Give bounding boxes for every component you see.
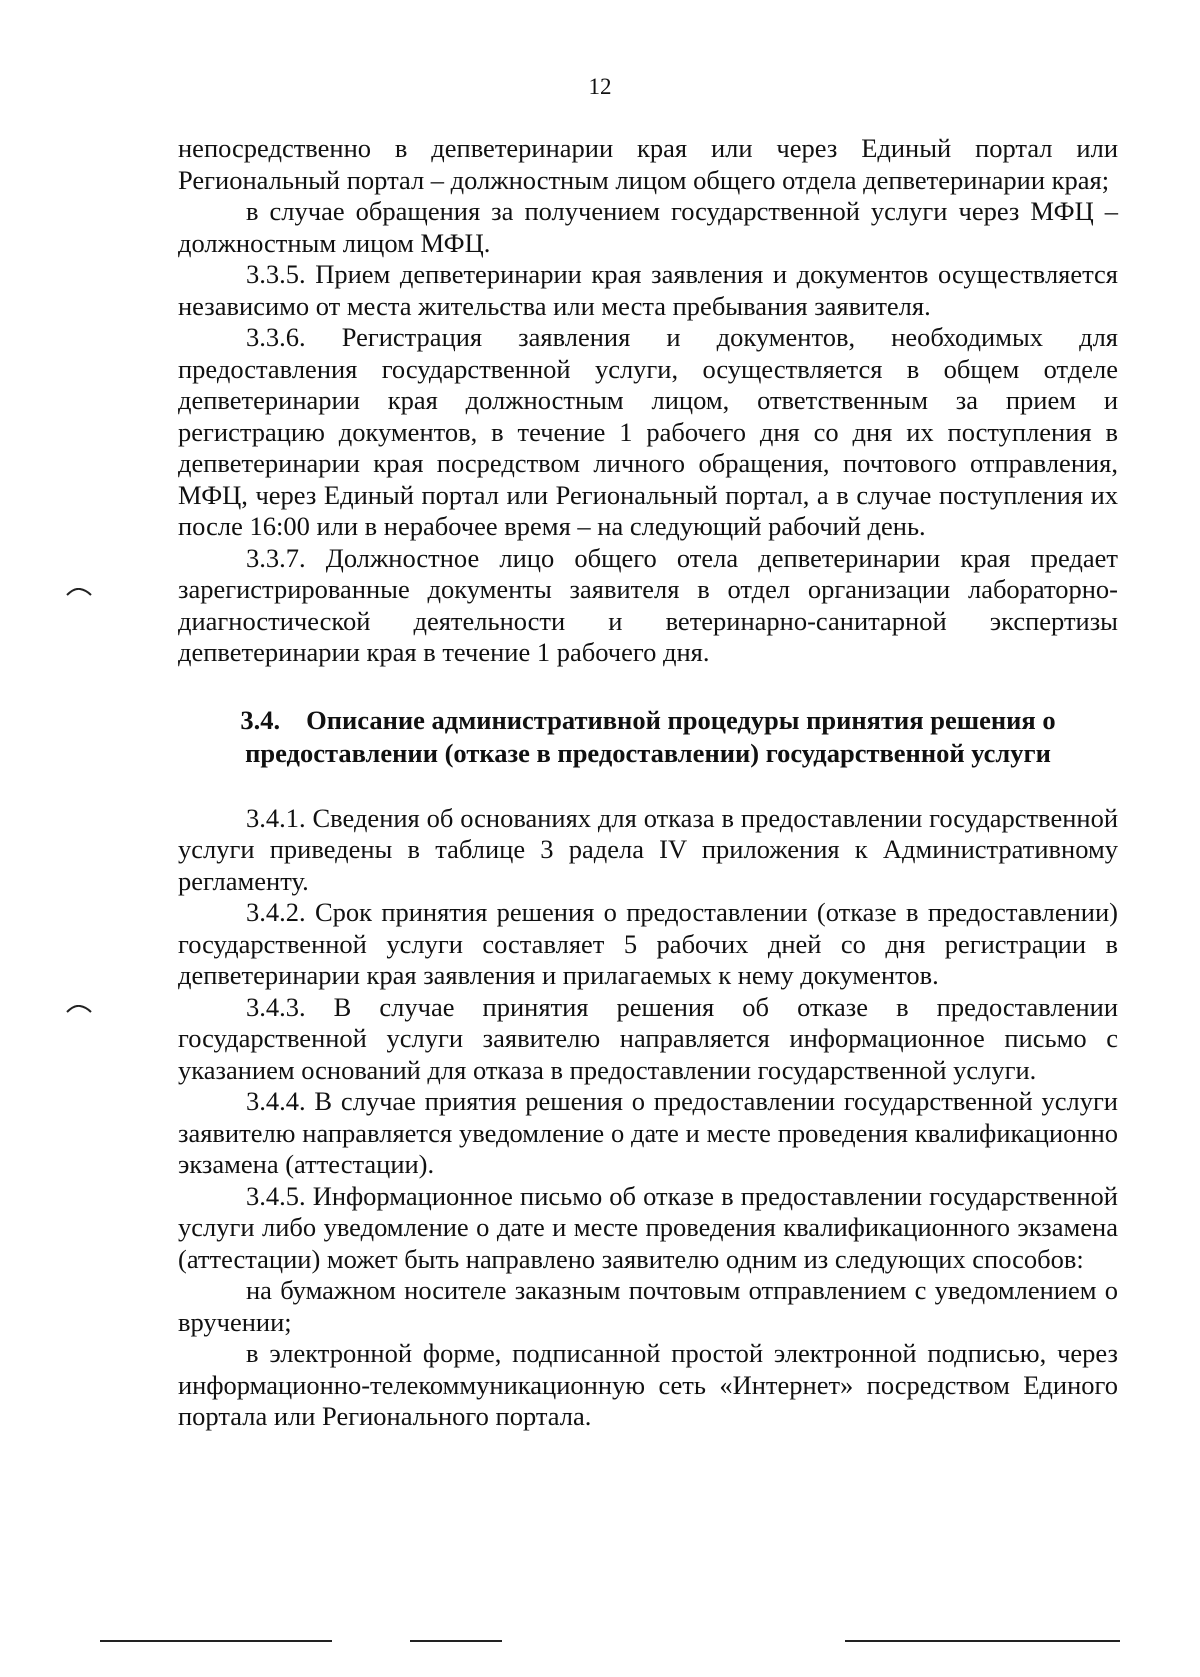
footer-rule [100, 1640, 332, 1642]
paragraph: 3.3.5. Прием депветеринарии края заявления и документов осуществляется независимо от места жительства или места пребывания заявителя. [178, 259, 1118, 321]
section-number: 3.4. [240, 704, 281, 735]
footer-rule [410, 1640, 502, 1642]
paragraph: 3.3.7. Должностное лицо общего отела депветеринарии края предает зарегистрированные документы заявителя в отдел организации лабораторно-диагностической деятельности и ветеринарно-санитарной экспертизы депветеринарии края в течение 1 рабочего дня. [178, 542, 1118, 667]
paragraph: 3.4.5. Информационное письмо об отказе в предоставлении государственной услуги либо уведомление о дате и месте проведения квалификационного экзамена (аттестации) может быть направлено заявителю одним из следующих способов: [178, 1180, 1118, 1274]
section-heading [178, 704, 1118, 770]
paragraph: в случае обращения за получением государственной услуги через МФЦ – должностным лицом МФЦ. [178, 196, 1118, 258]
paragraph: 3.3.6. Регистрация заявления и документов, необходимых для предоставления государственной услуги, осуществляется в общем отделе депветеринарии края должностным лицом, ответственным за прием и регистрацию документов, в течение 1 рабочего дня со дня их поступления в депветеринарии края посредством личного обращения, почтового отправления, МФЦ, через Единый портал или Региональный портал, а в случае поступления их после 16:00 или в нерабочее время – на следующий рабочий день. [178, 322, 1118, 541]
margin-tick-mark [66, 588, 92, 596]
document-body [178, 133, 1118, 1433]
margin-tick-mark [66, 1005, 92, 1013]
paragraph: на бумажном носителе заказным почтовым отправлением с уведомлением о вручении; [178, 1275, 1118, 1337]
paragraph: 3.4.4. В случае приятия решения о предоставлении государственной услуги заявителю направляется уведомление о дате и месте проведения квалификационно экзамена (аттестации). [178, 1086, 1118, 1179]
paragraph: непосредственно в депветеринарии края или через Единый портал или Региональный портал – должностным лицом общего отдела депветеринарии края; [178, 133, 1118, 195]
paragraph: 3.4.3. В случае принятия решения об отказе в предоставлении государственной услуги заявителю направляется информационное письмо с указанием оснований для отказа в предоставлении государственной услуги. [178, 991, 1118, 1085]
footer-rule [845, 1640, 1120, 1642]
paragraph: 3.4.1. Сведения об основаниях для отказа в предоставлении государственной услуги приведены в таблице 3 радела IV приложения к Административному регламенту. [178, 802, 1118, 896]
section-title: Описание административной процедуры принятия решения о предоставлении (отказе в предоставлении) государственной услуги [245, 704, 1056, 768]
paragraph: в электронной форме, подписанной простой электронной подписью, через информационно-телекоммуникационную сеть «Интернет» посредством Единого портала или Регионального портала. [178, 1338, 1118, 1431]
page-number: 12 [588, 74, 612, 99]
paragraph: 3.4.2. Срок принятия решения о предоставлении (отказе в предоставлении) государственной услуги составляет 5 рабочих дней со дня регистрации в депветеринарии края заявления и прилагаемых к нему документов. [178, 897, 1118, 990]
